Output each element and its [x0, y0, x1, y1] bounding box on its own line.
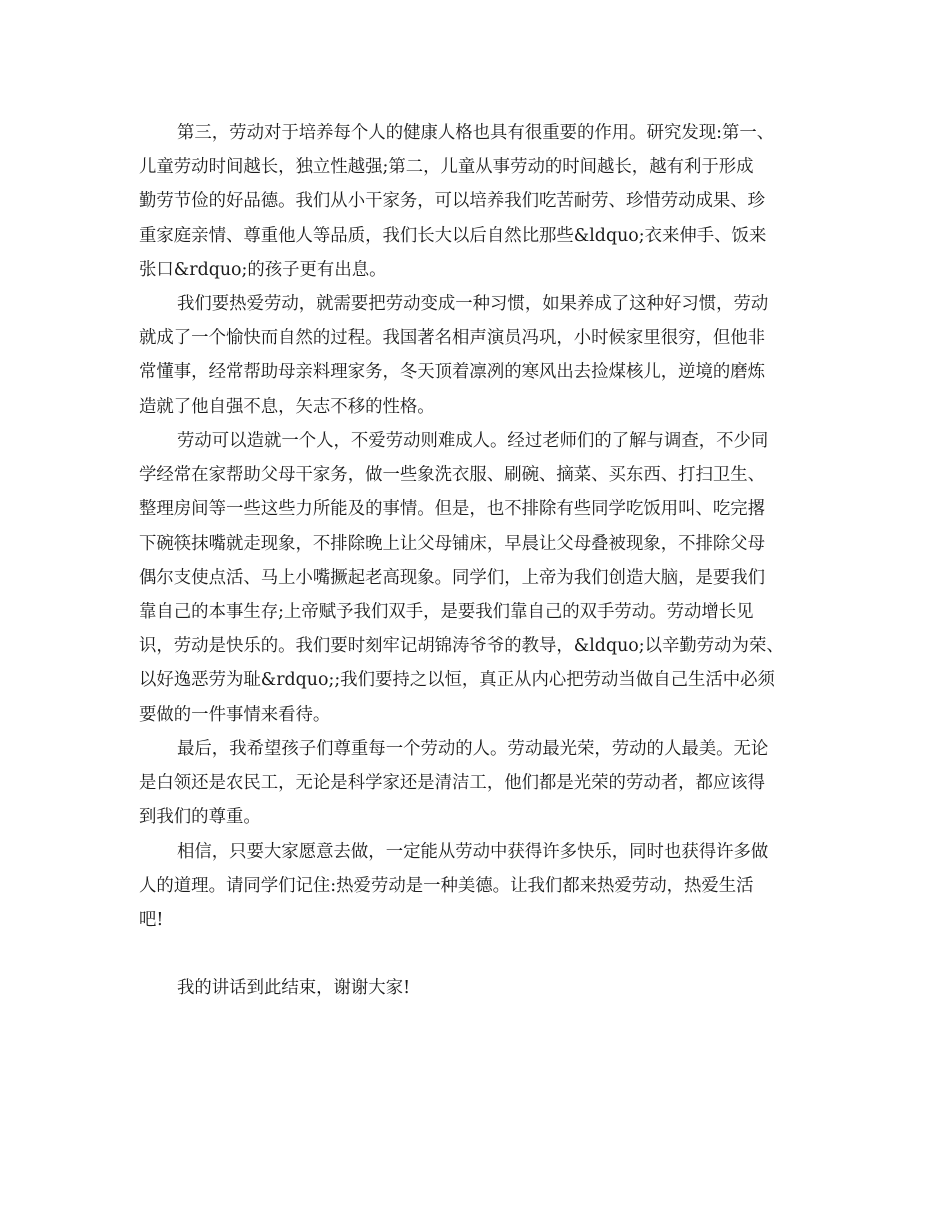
text-line: 勤劳节俭的好品德。我们从小干家务，可以培养我们吃苦耐劳、珍惜劳动成果、珍 [139, 191, 766, 212]
text-line: 偶尔支使点活、马上小嘴撅起老高现象。同学们，上帝为我们创造大脑，是要我们 [139, 567, 766, 588]
text-line: 儿童劳动时间越长，独立性越强;第二，儿童从事劳动的时间越长，越有利于形成 [139, 157, 754, 178]
paragraph-labor-makes-person [139, 424, 829, 732]
text-line: 到我们的尊重。 [139, 807, 261, 828]
text-line: 相信，只要大家愿意去做，一定能从劳动中获得许多快乐，同时也获得许多做 [177, 842, 769, 862]
text-line: 整理房间等一些这些力所能及的事情。但是，也不排除有些同学吃饭用叫、吃完撂 [139, 499, 766, 520]
text-line: 就成了一个愉快而自然的过程。我国著名相声演员冯巩，小时候家里很穷，但他非 [139, 328, 766, 349]
text-line: 是白领还是农民工，无论是科学家还是清洁工，他们都是光荣的劳动者，都应该得 [139, 773, 766, 794]
text-line: 劳动可以造就一个人，不爱劳动则难成人。经过老师们的了解与调查，不少同 [177, 431, 769, 451]
text-line: 我们要热爱劳动，就需要把劳动变成一种习惯，如果养成了这种好习惯，劳动 [177, 294, 769, 314]
paragraph-labor-builds-character [139, 116, 829, 287]
text-line: 下碗筷抹嘴就走现象，不排除晚上让父母铺床，早晨让父母叠被现象，不排除父母 [139, 533, 766, 554]
text-line: 重家庭亲情、尊重他人等品质，我们长大以后自然比那些&ldquo;衣来伸手、饭来 [139, 225, 767, 246]
text-line: 造就了他自强不息，矢志不移的性格。 [139, 396, 435, 417]
paragraph-closing [139, 971, 829, 1005]
text-line: 以好逸恶劳为耻&rdquo;;我们要持之以恒，真正从内心把劳动当做自己生活中必须 [139, 670, 775, 691]
text-line: 识，劳动是快乐的。我们要时刻牢记胡锦涛爷爷的教导，&ldquo;以辛勤劳动为荣、 [139, 636, 784, 657]
text-line: 要做的一件事情来看待。 [139, 704, 331, 725]
paragraph-respect-workers [139, 732, 829, 835]
text-line: 最后，我希望孩子们尊重每一个劳动的人。劳动最光荣，劳动的人最美。无论 [177, 739, 769, 759]
paragraph-love-labor [139, 835, 829, 938]
text-line: 常懂事，经常帮助母亲料理家务，冬天顶着凛冽的寒风出去捡煤核儿，逆境的磨炼 [139, 362, 766, 383]
text-line: 学经常在家帮助父母干家务，做一些象洗衣服、刷碗、摘菜、买东西、打扫卫生、 [139, 465, 766, 486]
text-line: 第三，劳动对于培养每个人的健康人格也具有很重要的作用。研究发现:第一、 [177, 123, 775, 143]
text-line: 人的道理。请同学们记住:热爱劳动是一种美德。让我们都来热爱劳动，热爱生活 [139, 876, 754, 897]
text-line: 靠自己的本事生存;上帝赋予我们双手，是要我们靠自己的双手劳动。劳动增长见 [139, 601, 754, 622]
text-line: 吧! [139, 910, 164, 931]
paragraph-labor-as-habit [139, 287, 829, 424]
text-line: 张口&rdquo;的孩子更有出息。 [139, 259, 387, 280]
text-line: 我的讲话到此结束，谢谢大家! [177, 978, 411, 998]
